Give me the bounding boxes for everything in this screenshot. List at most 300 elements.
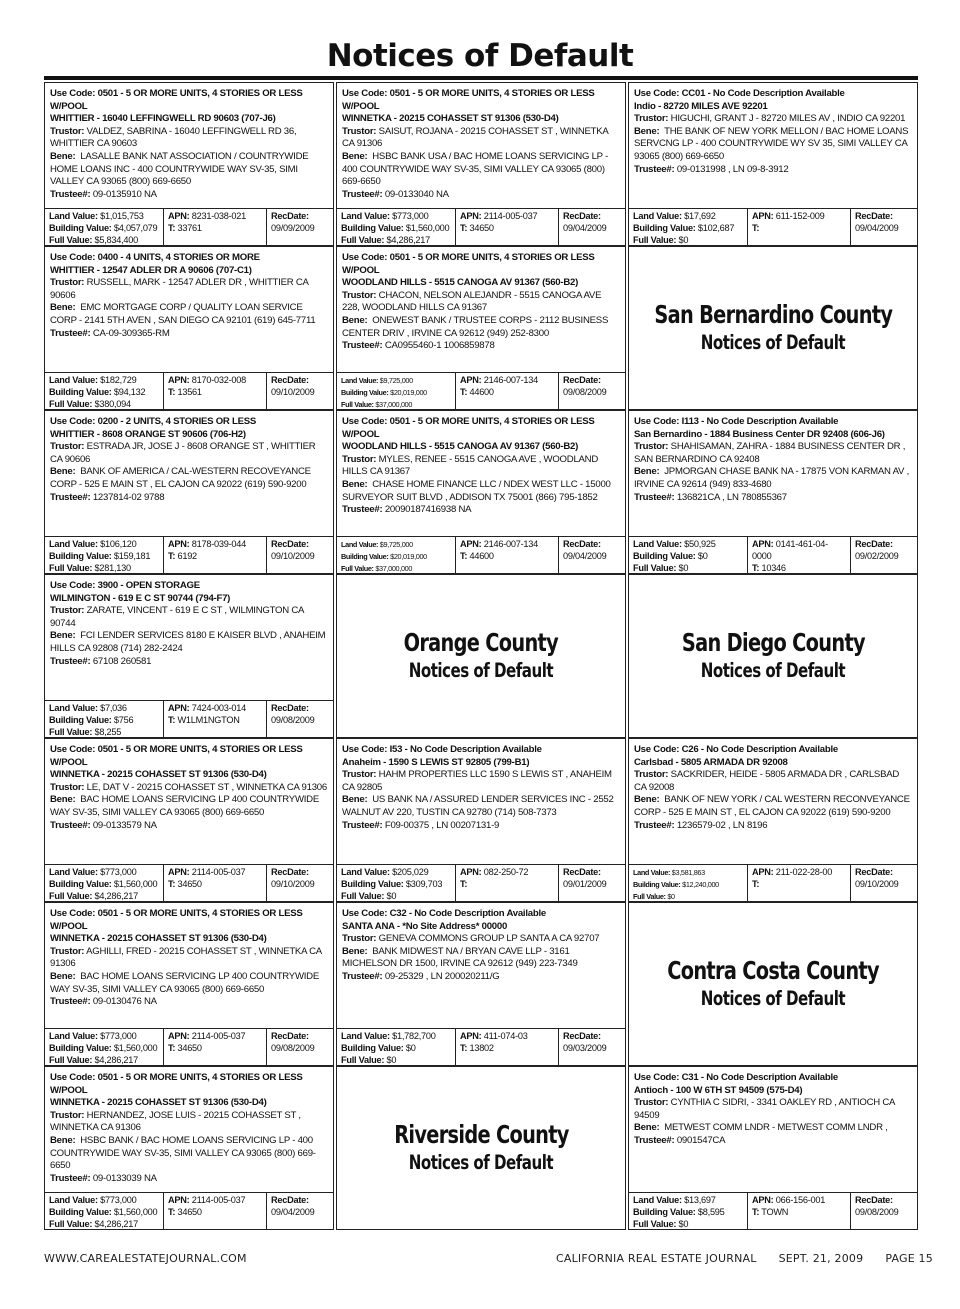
building-value-label: Building Value: [49, 222, 112, 233]
full-value-label: Full Value: [633, 234, 677, 245]
land-value: $1,782,700 [392, 1031, 436, 1041]
land-value: $13,697 [684, 1195, 716, 1205]
value-column [45, 209, 163, 245]
land-value: $773,000 [392, 211, 429, 221]
apn-label: APN: [460, 1031, 482, 1041]
building-value-label: Building Value: [49, 550, 112, 561]
bene-value: BANK OF AMERICA / CAL-WESTERN RECOVEYANCE CORP - 525 E MAIN ST , EL CAJON CA 92022 (619) 590-9200 [50, 466, 311, 490]
trustor-label: Trustor: [50, 945, 85, 957]
trustee-value: 09-0130476 NA [92, 996, 157, 1008]
notice-body [337, 83, 625, 205]
building-value-label: Building Value: [341, 1042, 404, 1053]
apn-label: APN: [168, 375, 190, 385]
use-code-label: Use Code: [50, 416, 96, 427]
building-value-label: Building Value: [49, 878, 112, 889]
notice-body [337, 903, 625, 1025]
recdate-value: 09/10/2009 [271, 550, 315, 561]
t-value: 34650 [177, 1042, 202, 1053]
apn-column [747, 1193, 850, 1229]
notice-card [628, 1066, 918, 1230]
t-value: 44600 [469, 550, 494, 561]
recdate-label: RecDate: [563, 867, 601, 877]
recdate-column [558, 373, 625, 409]
trustee-label: Trustee#: [342, 819, 383, 831]
apn-column [747, 865, 850, 901]
recdate-label: RecDate: [563, 1031, 601, 1041]
full-value: $8,255 [94, 726, 122, 737]
t-value: 6192 [177, 550, 197, 561]
trustor-label: Trustor: [50, 605, 85, 617]
value-bar [45, 372, 333, 409]
apn-label: APN: [752, 1195, 774, 1205]
trustor-value: SACKRIDER, HEIDE - 5805 ARMADA DR , CARLSBAD CA 92008 [634, 769, 900, 793]
trustor-label: Trustor: [50, 277, 85, 289]
trustor-value: SHAHISAMAN, ZAHRA - 1884 BUSINESS CENTER DR , SAN BERNARDINO CA 92408 [634, 441, 906, 465]
trustee-value: 09-0133040 NA [384, 188, 449, 200]
apn-column [455, 373, 558, 409]
apn-value: 7424-003-014 [191, 703, 246, 713]
land-value-label: Land Value: [633, 539, 682, 549]
notice-card [44, 1066, 334, 1230]
value-bar [629, 208, 917, 245]
apn-value: 082-250-72 [483, 867, 529, 877]
trustee-label: Trustee#: [50, 819, 91, 831]
property-address: WINNETKA - 20215 COHASSET ST 91306 (530-D4) [50, 769, 267, 781]
property-address: Antioch - 100 W 6TH ST 94509 (575-D4) [634, 1084, 803, 1096]
value-bar [629, 536, 917, 573]
full-value: $4,286,217 [386, 234, 430, 245]
trustor-label: Trustor: [634, 1097, 669, 1109]
trustee-label: Trustee#: [342, 504, 383, 516]
apn-column [163, 701, 266, 737]
notice-body [45, 83, 333, 205]
recdate-column [266, 1029, 333, 1065]
trustor-value: HIGUCHI, GRANT J - 82720 MILES AV , INDIO CA 92201 [670, 113, 906, 125]
t-label: T: [168, 1042, 176, 1053]
bene-value: US BANK NA / ASSURED LENDER SERVICES INC - 2552 WALNUT AV 220, TUSTIN CA 92780 (714) 508-7373 [342, 794, 614, 818]
notice-body [45, 575, 333, 697]
recdate-label: RecDate: [271, 1195, 309, 1205]
notice-card [628, 738, 918, 902]
use-code-label: Use Code: [50, 580, 96, 591]
bene-value: HSBC BANK USA / BAC HOME LOANS SERVICING LP - 400 COUNTRYWIDE WAY SV-35, SIMI VALLEY CA 93065 (800) 669-6650 [342, 150, 609, 188]
property-address: SANTA ANA - *No Site Address* 00000 [342, 920, 508, 932]
notice-body [45, 739, 333, 861]
building-value-label: Building Value: [49, 1042, 112, 1053]
recdate-column [850, 865, 917, 901]
county-banner-title: San Diego County [681, 628, 865, 657]
apn-value: 411-074-03 [483, 1031, 528, 1041]
notice-body [337, 739, 625, 861]
trustee-value: 1237814-02 9788 [92, 491, 165, 503]
trustee-label: Trustee#: [50, 327, 91, 339]
value-bar [337, 536, 625, 573]
building-value: $0 [697, 550, 708, 561]
t-value: 44600 [469, 386, 494, 397]
t-label: T: [168, 1206, 176, 1217]
t-value: 34650 [177, 878, 202, 889]
full-value-label: Full Value: [49, 1054, 93, 1065]
use-code-label: Use Code: [342, 744, 388, 755]
building-value: $20,019,000 [390, 551, 427, 561]
bene-label: Bene: [342, 945, 368, 957]
bene-value: BANK OF NEW YORK / CAL WESTERN RECONVEYANCE CORP - 525 E MAIN ST , EL CAJON CA 92022 (619) 590-9200 [634, 794, 910, 818]
footer-page: PAGE 15 [885, 1252, 933, 1265]
building-value: $12,240,000 [682, 879, 719, 889]
use-code-value: C32 - No Code Description Available [389, 908, 546, 919]
building-value: $1,560,000 [405, 222, 450, 233]
trustor-value: AGHILLI, FRED - 20215 COHASSET ST , WINNETKA CA 91306 [50, 945, 322, 970]
bene-value: JPMORGAN CHASE BANK NA - 17875 VON KARMAN AV , IRVINE CA 92614 (949) 833-4680 [634, 466, 910, 490]
building-value-label: Building Value: [341, 551, 389, 561]
notice-body [45, 903, 333, 1025]
trustee-label: Trustee#: [50, 491, 91, 503]
full-value: $37,000,000 [375, 563, 413, 573]
apn-value: 2114-005-037 [191, 1195, 246, 1205]
building-value: $4,057,079 [113, 222, 158, 233]
full-value-label: Full Value: [49, 1218, 93, 1229]
property-address: Carlsbad - 5805 ARMADA DR 92008 [634, 756, 788, 768]
county-banner-san-bernardino [628, 246, 918, 410]
trustee-value: 67108 260581 [92, 655, 152, 667]
full-value-label: Full Value: [49, 890, 93, 901]
land-value-label: Land Value: [341, 1031, 390, 1041]
trustee-label: Trustee#: [634, 1134, 675, 1146]
full-value-label: Full Value: [341, 1054, 385, 1065]
full-value-label: Full Value: [49, 234, 93, 245]
t-label: T: [460, 550, 468, 561]
trustee-label: Trustee#: [342, 970, 383, 982]
trustee-label: Trustee#: [342, 188, 383, 200]
recdate-value: 09/08/2009 [271, 714, 315, 725]
use-code-value: 3900 - OPEN STORAGE [97, 580, 200, 591]
trustee-label: Trustee#: [342, 340, 383, 352]
bene-label: Bene: [50, 302, 76, 314]
bene-label: Bene: [342, 794, 368, 806]
full-value: $37,000,000 [375, 399, 413, 409]
apn-column [163, 373, 266, 409]
recdate-label: RecDate: [271, 703, 309, 713]
bene-label: Bene: [50, 794, 76, 806]
notice-card [44, 82, 334, 246]
footer-journal: CALIFORNIA REAL ESTATE JOURNAL [556, 1252, 757, 1265]
building-value: $102,687 [697, 222, 735, 233]
use-code-label: Use Code: [634, 416, 680, 427]
recdate-column [266, 1193, 333, 1229]
t-label: T: [752, 878, 760, 889]
bene-label: Bene: [634, 466, 660, 478]
building-value-label: Building Value: [341, 878, 404, 889]
t-label: T: [460, 386, 468, 397]
value-bar [45, 536, 333, 573]
trustee-value: 09-0135910 NA [92, 188, 157, 200]
trustor-label: Trustor: [634, 441, 669, 453]
recdate-column [558, 1029, 625, 1065]
trustor-value: GENEVA COMMONS GROUP LP SANTA A CA 92707 [378, 933, 600, 945]
value-bar [337, 208, 625, 245]
apn-column [163, 209, 266, 245]
apn-label: APN: [168, 539, 190, 549]
county-banner-title: Riverside County [393, 1120, 569, 1149]
value-column [45, 373, 163, 409]
building-value: $1,560,000 [113, 1042, 158, 1053]
apn-value: 2114-005-037 [483, 211, 538, 221]
notice-card [44, 574, 334, 738]
apn-column [747, 537, 850, 573]
trustor-label: Trustor: [634, 769, 669, 781]
apn-label: APN: [460, 867, 482, 877]
apn-label: APN: [752, 211, 774, 221]
trustee-value: CA-09-309365-RM [92, 327, 170, 339]
apn-column [163, 865, 266, 901]
bene-value: BAC HOME LOANS SERVICING LP 400 COUNTRYWIDE WAY SV-35, SIMI VALLEY CA 93065 (800) 669-6650 [50, 794, 320, 818]
notice-card [336, 82, 626, 246]
full-value: $0 [386, 1054, 397, 1065]
apn-label: APN: [168, 211, 190, 221]
full-value: $0 [667, 891, 675, 901]
t-label: T: [460, 222, 468, 233]
value-bar [45, 864, 333, 901]
use-code-label: Use Code: [50, 88, 96, 99]
t-label: T: [168, 878, 176, 889]
full-value: $281,130 [94, 562, 131, 573]
value-bar [337, 372, 625, 409]
land-value: $50,925 [684, 539, 716, 549]
apn-column [747, 209, 850, 245]
bene-label: Bene: [50, 970, 76, 982]
use-code-label: Use Code: [342, 88, 388, 99]
county-banner-subtitle: Notices of Default [700, 987, 846, 1010]
bene-label: Bene: [50, 1134, 76, 1146]
use-code-value: I53 - No Code Description Available [389, 744, 542, 755]
recdate-value: 09/04/2009 [563, 550, 607, 561]
value-column [45, 1193, 163, 1229]
notice-card [336, 738, 626, 902]
use-code-label: Use Code: [342, 252, 388, 263]
recdate-column [558, 209, 625, 245]
use-code-value: 0501 - 5 OR MORE UNITS, 4 STORIES OR LESS W/POOL [342, 88, 595, 112]
apn-column [455, 1029, 558, 1065]
recdate-column [558, 537, 625, 573]
full-value-label: Full Value: [341, 399, 374, 409]
t-label: T: [460, 878, 468, 889]
property-address: WOODLAND HILLS - 5515 CANOGA AV 91367 (560-B2) [342, 277, 579, 289]
recdate-value: 09/04/2009 [271, 1206, 315, 1217]
recdate-value: 09/02/2009 [855, 550, 899, 561]
building-value-label: Building Value: [633, 879, 681, 889]
use-code-value: 0200 - 2 UNITS, 4 STORIES OR LESS [97, 416, 257, 427]
trustor-label: Trustor: [50, 125, 85, 137]
full-value-label: Full Value: [633, 562, 677, 573]
bene-value: FCI LENDER SERVICES 8180 E KAISER BLVD , ANAHEIM HILLS CA 92808 (714) 282-2424 [50, 630, 326, 654]
use-code-label: Use Code: [50, 744, 96, 755]
full-value-label: Full Value: [633, 891, 666, 901]
property-address: Anaheim - 1590 S LEWIS ST 92805 (799-B1) [342, 756, 530, 768]
use-code-value: 0501 - 5 OR MORE UNITS, 4 STORIES OR LESS W/POOL [342, 416, 595, 440]
apn-label: APN: [168, 1031, 190, 1041]
trustee-value: 09-0131998 , LN 09-8-3912 [676, 163, 789, 175]
value-bar [45, 1192, 333, 1229]
trustor-label: Trustor: [50, 441, 85, 453]
full-value-label: Full Value: [633, 1218, 677, 1229]
recdate-column [266, 865, 333, 901]
land-value: $9,725,000 [379, 376, 413, 385]
land-value: $773,000 [100, 867, 137, 877]
value-bar [337, 864, 625, 901]
t-value: 10346 [761, 562, 786, 573]
building-value: $756 [113, 714, 134, 725]
trustee-label: Trustee#: [634, 819, 675, 831]
bene-value: ONEWEST BANK / TRUSTEE CORPS - 2112 BUSINESS CENTER DRIV , IRVINE CA 92612 (949) 252-8300 [342, 314, 609, 339]
bene-value: LASALLE BANK NAT ASSOCIATION / COUNTRYWIDE HOME LOANS INC - 400 COUNTRYWIDE WAY SV-35, SIMI VALLEY CA 93065 (800) 669-6650 [50, 150, 309, 188]
full-value: $5,834,400 [94, 234, 138, 245]
notice-body [45, 411, 333, 533]
land-value-label: Land Value: [49, 375, 98, 385]
trustee-value: 136821CA , LN 780855367 [676, 491, 787, 503]
notice-body [629, 411, 917, 533]
value-column [629, 1193, 747, 1229]
use-code-value: 0501 - 5 OR MORE UNITS, 4 STORIES OR LESS W/POOL [50, 1072, 303, 1096]
apn-value: 2146-007-134 [483, 539, 538, 549]
recdate-column [266, 537, 333, 573]
notice-body [337, 411, 625, 533]
value-bar [337, 1028, 625, 1065]
recdate-value: 09/10/2009 [855, 878, 899, 889]
notice-card [628, 410, 918, 574]
trustee-value: CA0955460-1 1006859878 [384, 340, 495, 352]
recdate-value: 09/10/2009 [271, 878, 315, 889]
use-code-label: Use Code: [634, 1072, 680, 1083]
trustee-label: Trustee#: [50, 1172, 91, 1184]
recdate-column [266, 373, 333, 409]
value-bar [629, 1192, 917, 1229]
full-value-label: Full Value: [49, 562, 93, 573]
t-label: T: [168, 550, 176, 561]
county-banner-san-diego [628, 574, 918, 738]
apn-label: APN: [168, 703, 190, 713]
apn-value: 8231-038-021 [191, 211, 246, 221]
notice-body [45, 247, 333, 369]
value-bar [629, 864, 917, 901]
trustee-value: 09-0133039 NA [92, 1172, 157, 1184]
apn-value: 2146-007-134 [483, 375, 538, 385]
recdate-column [850, 209, 917, 245]
t-value: TOWN [761, 1206, 789, 1217]
trustee-value: 0901547CA [676, 1134, 726, 1146]
building-value-label: Building Value: [633, 1206, 696, 1217]
land-value-label: Land Value: [49, 867, 98, 877]
building-value: $20,019,000 [390, 387, 427, 397]
trustor-value: VALDEZ, SABRINA - 16040 LEFFINGWELL RD 36, WHITTIER CA 90603 [50, 125, 297, 150]
land-value-label: Land Value: [49, 539, 98, 549]
property-address: WHITTIER - 8608 ORANGE ST 90606 (706-H2) [50, 428, 246, 440]
use-code-label: Use Code: [50, 1072, 96, 1083]
trustor-value: CYNTHIA C SIDRI, - 3341 OAKLEY RD , ANTIOCH CA 94509 [634, 1097, 895, 1121]
t-label: T: [752, 222, 760, 233]
use-code-label: Use Code: [342, 908, 388, 919]
notice-card [336, 410, 626, 574]
trustor-label: Trustor: [342, 125, 377, 137]
apn-column [455, 865, 558, 901]
value-column [337, 209, 455, 245]
recdate-value: 09/08/2009 [855, 1206, 899, 1217]
recdate-label: RecDate: [855, 1195, 893, 1205]
bene-label: Bene: [50, 150, 76, 162]
full-value: $4,286,217 [94, 1054, 138, 1065]
apn-value: 2114-005-037 [191, 867, 246, 877]
apn-value: 2114-005-037 [191, 1031, 246, 1041]
trustor-label: Trustor: [342, 769, 377, 781]
footer-site: WWW.CAREALESTATEJOURNAL.COM [44, 1252, 247, 1265]
building-value: $8,595 [697, 1206, 725, 1217]
apn-value: 611-152-009 [775, 211, 825, 221]
recdate-label: RecDate: [563, 375, 601, 385]
title-rule [44, 76, 918, 80]
value-column [45, 865, 163, 901]
county-banner-orange [336, 574, 626, 738]
use-code-label: Use Code: [50, 252, 96, 263]
recdate-column [850, 1193, 917, 1229]
trustor-value: ESTRADA JR, JOSE J - 8608 ORANGE ST , WHITTIER CA 90606 [50, 441, 316, 465]
recdate-label: RecDate: [563, 211, 601, 221]
land-value: $17,692 [684, 211, 716, 221]
apn-label: APN: [460, 211, 482, 221]
trustor-value: HAHM PROPERTIES LLC 1590 S LEWIS ST , ANAHEIM CA 92805 [342, 769, 612, 793]
recdate-label: RecDate: [855, 539, 893, 549]
county-banner-subtitle: Notices of Default [408, 1151, 554, 1174]
use-code-value: 0501 - 5 OR MORE UNITS, 4 STORIES OR LESS W/POOL [50, 88, 303, 112]
land-value: $7,036 [100, 703, 127, 713]
notice-card [628, 82, 918, 246]
property-address: San Bernardino - 1884 Business Center DR 92408 (606-J6) [634, 428, 885, 440]
value-bar [45, 208, 333, 245]
full-value-label: Full Value: [49, 398, 93, 409]
notice-card [44, 410, 334, 574]
county-banner-subtitle: Notices of Default [408, 659, 554, 682]
t-value: 34650 [177, 1206, 202, 1217]
page-title: Notices of Default [326, 38, 634, 74]
land-value-label: Land Value: [49, 211, 98, 221]
building-value-label: Building Value: [49, 386, 112, 397]
building-value-label: Building Value: [49, 1206, 112, 1217]
apn-label: APN: [752, 867, 774, 877]
use-code-label: Use Code: [342, 416, 388, 427]
apn-column [455, 537, 558, 573]
bene-value: HSBC BANK / BAC HOME LOANS SERVICING LP - 400 COUNTRYWIDE WAY SV-35, SIMI VALLEY CA 93065 (800) 669-6650 [50, 1134, 316, 1172]
value-column [337, 1029, 455, 1065]
recdate-label: RecDate: [855, 867, 893, 877]
apn-column [163, 1029, 266, 1065]
land-value-label: Land Value: [341, 211, 390, 221]
value-column [337, 373, 455, 409]
notice-body [629, 739, 917, 861]
trustor-label: Trustor: [342, 453, 377, 465]
value-column [45, 1029, 163, 1065]
recdate-column [266, 701, 333, 737]
use-code-label: Use Code: [634, 744, 680, 755]
recdate-label: RecDate: [271, 1031, 309, 1041]
notice-body [629, 1067, 917, 1189]
bene-value: BAC HOME LOANS SERVICING LP 400 COUNTRYWIDE WAY SV-35, SIMI VALLEY CA 93065 (800) 669-6650 [50, 970, 320, 995]
trustor-label: Trustor: [50, 781, 85, 793]
recdate-value: 09/08/2009 [563, 386, 607, 397]
land-value-label: Land Value: [49, 1195, 98, 1205]
recdate-value: 09/04/2009 [563, 222, 607, 233]
land-value-label: Land Value: [341, 540, 379, 549]
value-column [45, 537, 163, 573]
footer-date: SEPT. 21, 2009 [778, 1252, 864, 1265]
value-column [629, 537, 747, 573]
